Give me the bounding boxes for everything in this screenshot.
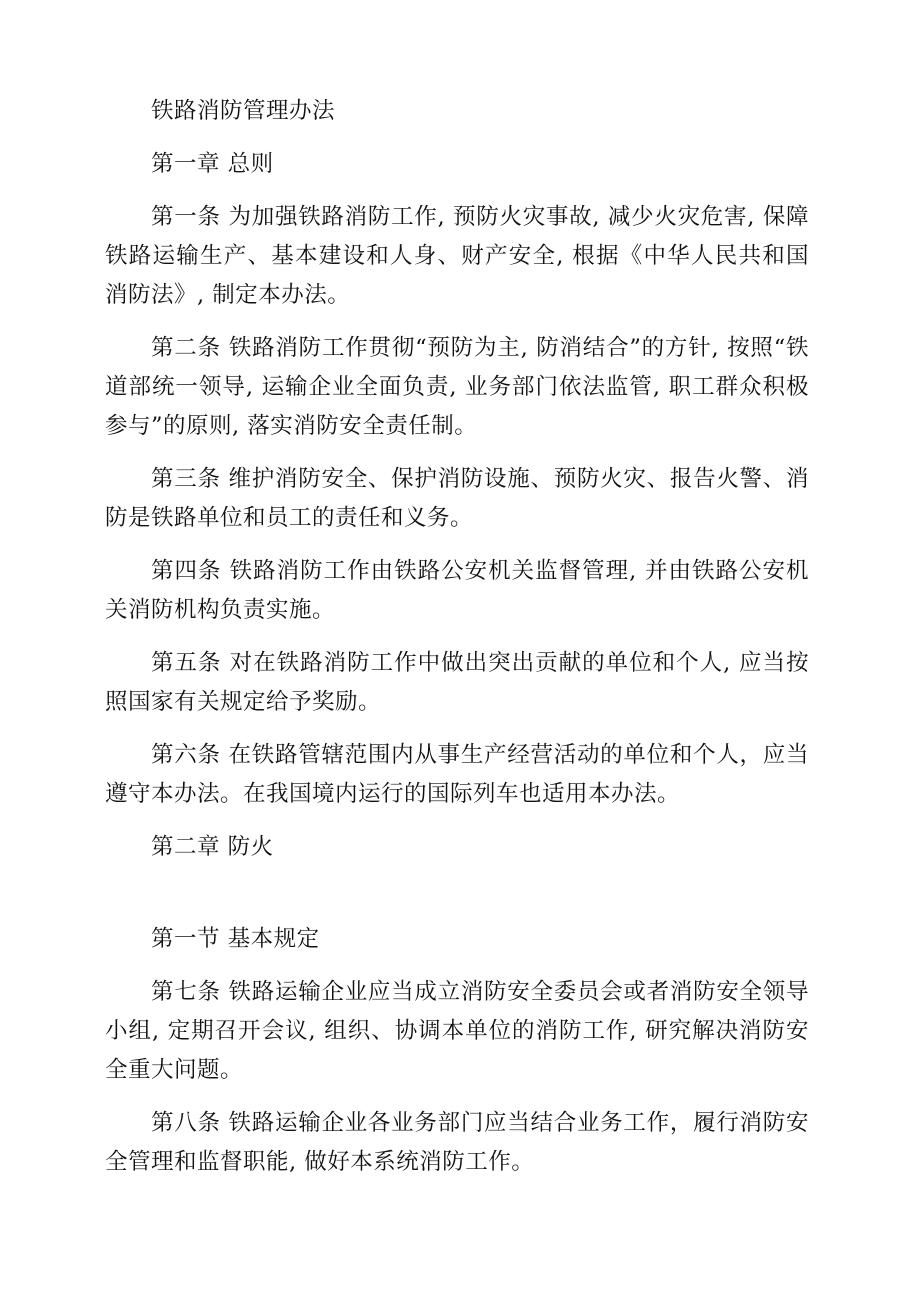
- document-title: 铁路消防管理办法: [151, 98, 336, 124]
- article-1: 第一条 为加强铁路消防工作, 预防火灾事故, 减少火灾危害, 保障铁路运输生产、基本建设和人身、财产安全, 根据《中华人民共和国消防法》, 制定本办法。: [105, 204, 809, 308]
- article-4: 第四条 铁路消防工作由铁路公安机关监督管理, 并由铁路公安机关消防机构负责实施。: [105, 558, 809, 623]
- section-heading-1: 第一节 基本规定: [151, 926, 320, 952]
- article-5: 第五条 对在铁路消防工作中做出突出贡献的单位和个人, 应当按照国家有关规定给予奖励。: [105, 650, 809, 715]
- document-body: [105, 92, 809, 1182]
- chapter-heading-2: 第二章 防火: [151, 834, 274, 860]
- article-7: 第七条 铁路运输企业应当成立消防安全委员会或者消防安全领导小组, 定期召开会议, 组织、协调本单位的消防工作, 研究解决消防安全重大问题。: [105, 979, 809, 1083]
- article-8: 第八条 铁路运输企业各业务部门应当结合业务工作，履行消防安全管理和监督职能, 做好本系统消防工作。: [105, 1110, 809, 1175]
- chapter-heading-1: 第一章 总则: [151, 151, 274, 177]
- article-3: 第三条 维护消防安全、保护消防设施、预防火灾、报告火警、消防是铁路单位和员工的责任和义务。: [105, 466, 809, 531]
- article-6: 第六条 在铁路管辖范围内从事生产经营活动的单位和个人，应当遵守本办法。在我国境内运行的国际列车也适用本办法。: [105, 742, 809, 807]
- article-2: 第二条 铁路消防工作贯彻“预防为主, 防消结合”的方针, 按照“铁道部统一领导, 运输企业全面负责, 业务部门依法监管, 职工群众积极参与”的原则, 落实消防安全责任制。: [105, 335, 809, 439]
